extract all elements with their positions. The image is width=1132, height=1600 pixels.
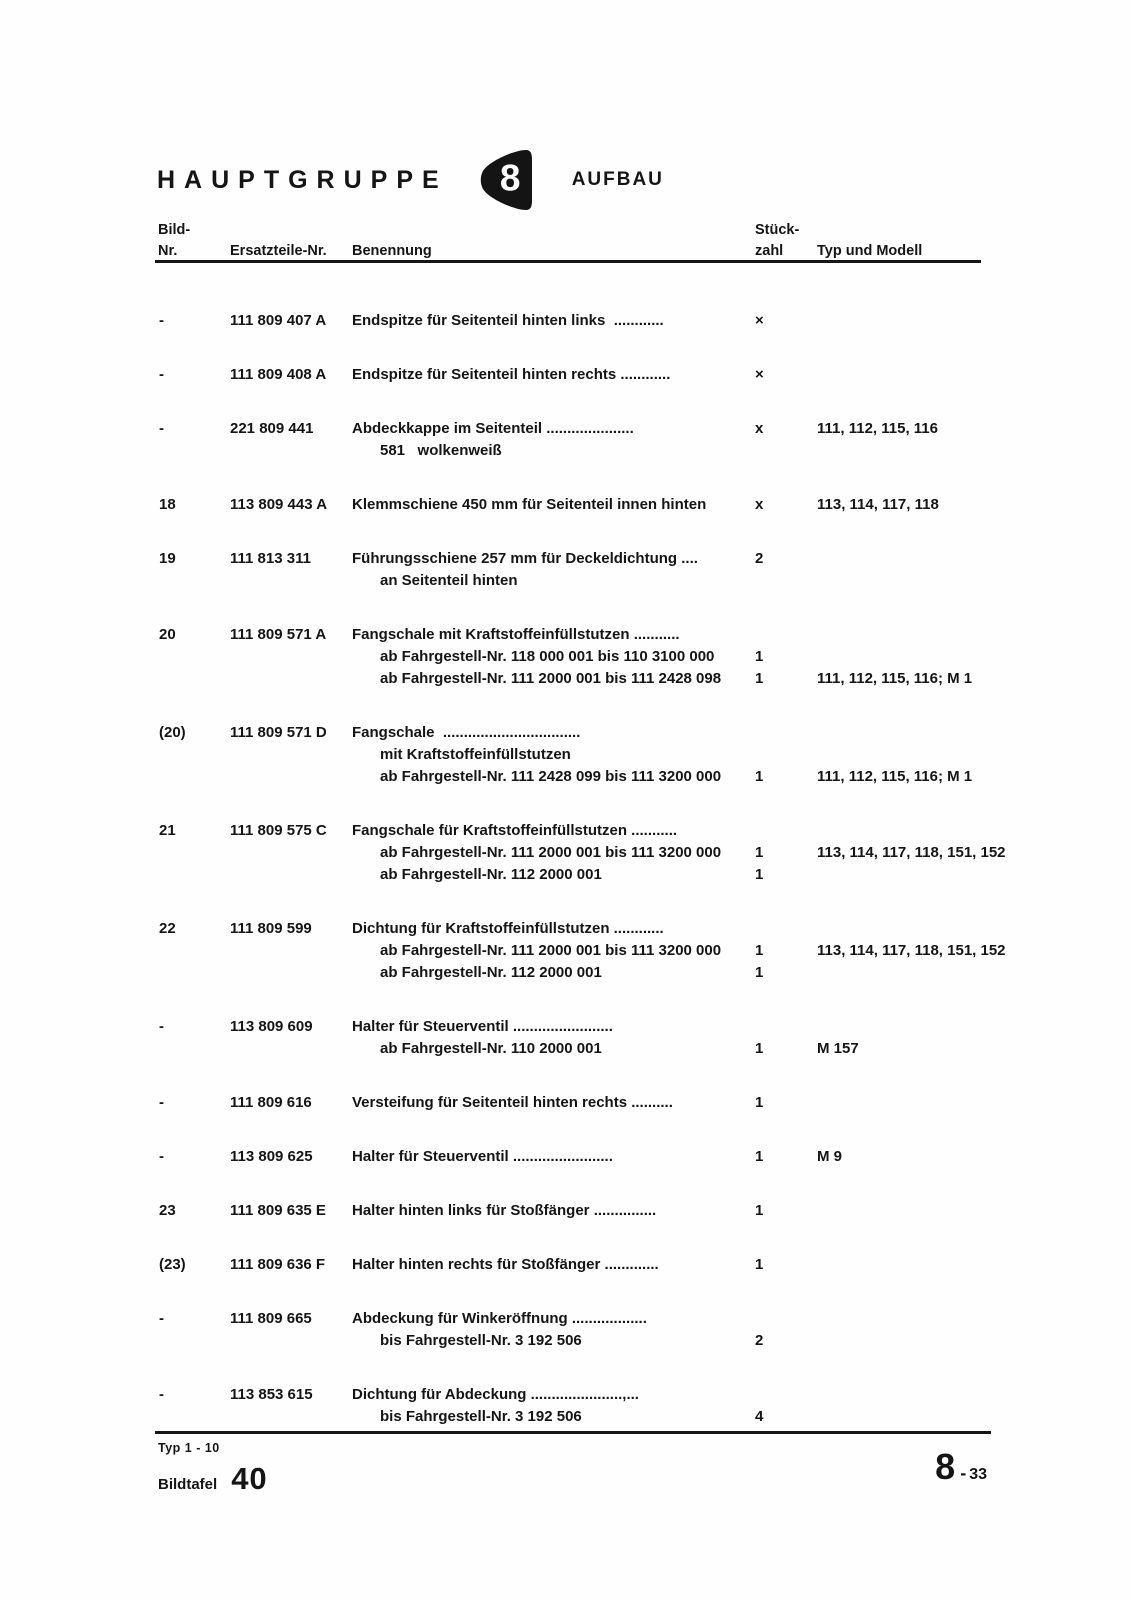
plate-label: Bildtafel (158, 1476, 218, 1493)
cell-model: 113, 114, 117, 118, 151, 152 (817, 942, 1006, 959)
table-row-line (155, 918, 983, 940)
cell-benennung: ab Fahrgestell-Nr. 110 2000 001 (380, 1040, 602, 1057)
cell-qty: 2 (755, 550, 764, 567)
cell-benennung: ab Fahrgestell-Nr. 111 2000 001 bis 111 3200 000 (380, 844, 722, 861)
table-row-line (155, 418, 983, 440)
column-header-typ-und-modell: Typ und Modell (817, 243, 923, 259)
table-row-line (155, 1406, 983, 1428)
cell-bild-nr: - (159, 1148, 164, 1165)
cell-part-number: 111 809 408 A (230, 366, 327, 383)
table-row-line (155, 646, 983, 668)
table-row-line (155, 766, 983, 788)
cell-model: 113, 114, 117, 118 (817, 496, 939, 513)
cell-benennung: Abdeckkappe im Seitenteil ..................... (352, 420, 634, 437)
page-header (157, 148, 664, 212)
cell-part-number: 111 809 571 D (230, 724, 327, 741)
cell-benennung: Dichtung für Kraftstoffeinfüllstutzen ............ (352, 920, 664, 937)
cell-qty: 1 (755, 1256, 764, 1273)
cell-part-number: 111 813 311 (230, 550, 311, 567)
cell-benennung: Dichtung für Abdeckung ......................,... (352, 1386, 639, 1403)
cell-bild-nr: (23) (159, 1256, 186, 1273)
table-row-line (155, 864, 983, 886)
cell-qty: 1 (755, 1040, 764, 1057)
table-row-line (155, 1200, 983, 1222)
cell-benennung: bis Fahrgestell-Nr. 3 192 506 (380, 1408, 582, 1425)
group-number: 8 (499, 157, 521, 199)
cell-bild-nr: 19 (159, 550, 176, 567)
cell-benennung: Klemmschiene 450 mm für Seitenteil innen hinten (352, 496, 707, 513)
table-row-line (155, 1384, 983, 1406)
cell-part-number: 111 809 636 F (230, 1256, 326, 1273)
table-row-line (155, 624, 983, 646)
cell-benennung: ab Fahrgestell-Nr. 118 000 001 bis 110 3100 000 (380, 648, 715, 665)
cell-qty: 1 (755, 866, 764, 883)
cell-qty: 1 (755, 1148, 764, 1165)
cell-bild-nr: - (159, 420, 164, 437)
footer-left (158, 1441, 268, 1497)
cell-qty: 1 (755, 942, 764, 959)
cell-benennung: Fangschale ................................. (352, 724, 581, 741)
cell-model: M 157 (817, 1040, 859, 1057)
group-number-badge (478, 148, 534, 212)
cell-qty: 1 (755, 648, 764, 665)
table-row-line (155, 364, 983, 386)
table-row-line (155, 842, 1006, 864)
cell-part-number: 111 809 407 A (230, 312, 327, 329)
parts-table-body (155, 310, 1006, 1460)
column-header-benennung: Benennung (352, 243, 432, 259)
table-row-line (155, 722, 983, 744)
page-number-minor: 33 (969, 1466, 987, 1483)
cell-part-number: 113 809 443 A (230, 496, 328, 513)
cell-benennung: ab Fahrgestell-Nr. 112 2000 001 (380, 866, 602, 883)
table-row-line (155, 1308, 983, 1330)
cell-benennung: bis Fahrgestell-Nr. 3 192 506 (380, 1332, 582, 1349)
cell-benennung: Endspitze für Seitenteil hinten rechts ............ (352, 366, 671, 383)
cell-model: 111, 112, 115, 116 (817, 420, 938, 437)
cell-part-number: 111 809 616 (230, 1094, 312, 1111)
table-row-line (155, 962, 983, 984)
cell-bild-nr: - (159, 366, 164, 383)
cell-benennung: ab Fahrgestell-Nr. 111 2000 001 bis 111 2428 098 (380, 670, 722, 687)
cell-benennung: Halter für Steuerventil ........................ (352, 1148, 613, 1165)
column-header-bild-nr (155, 220, 230, 262)
cell-qty: 1 (755, 844, 764, 861)
column-header-stueckzahl (755, 220, 817, 262)
cell-bild-nr: - (159, 1386, 164, 1403)
table-row-line (155, 310, 983, 332)
column-header-bild-line2: Nr. (158, 243, 178, 259)
table-row-line (155, 1016, 983, 1038)
cell-part-number: 113 853 615 (230, 1386, 313, 1403)
page-number-separator: - (960, 1463, 967, 1483)
table-row-line (155, 570, 983, 592)
cell-part-number: 113 809 625 (230, 1148, 313, 1165)
cell-bild-nr: - (159, 312, 164, 329)
cell-qty: 2 (755, 1332, 764, 1349)
cell-benennung: Versteifung für Seitenteil hinten rechts .......... (352, 1094, 673, 1111)
cell-part-number: 111 809 571 A (230, 626, 327, 643)
table-row-line (155, 1092, 983, 1114)
cell-benennung: Fangschale für Kraftstoffeinfüllstutzen ........... (352, 822, 678, 839)
table-row-line (155, 744, 983, 766)
table-row-line (155, 440, 983, 462)
cell-benennung: Fangschale mit Kraftstoffeinfüllstutzen ........... (352, 626, 680, 643)
type-range: Typ 1 - 10 (158, 1441, 220, 1455)
cell-bild-nr: - (159, 1310, 164, 1327)
cell-bild-nr: (20) (159, 724, 186, 741)
cell-qty: x (755, 420, 764, 437)
cell-model: M 9 (817, 1148, 843, 1165)
table-row-line (155, 668, 983, 690)
cell-benennung: Führungsschiene 257 mm für Deckeldichtung .... (352, 550, 698, 567)
cell-benennung: Endspitze für Seitenteil hinten links ............ (352, 312, 664, 329)
table-row-line (155, 820, 983, 842)
cell-bild-nr: 23 (159, 1202, 176, 1219)
table-row-line (155, 1146, 983, 1168)
cell-qty: 4 (755, 1408, 764, 1425)
cell-qty: x (755, 496, 764, 513)
cell-model: 113, 114, 117, 118, 151, 152 (817, 844, 1006, 861)
cell-qty: 1 (755, 964, 764, 981)
cell-benennung: ab Fahrgestell-Nr. 111 2428 099 bis 111 3200 000 (380, 768, 722, 785)
main-group-title: HAUPTGRUPPE (157, 165, 448, 194)
footer-rule (155, 1431, 991, 1434)
cell-part-number: 111 809 599 (230, 920, 312, 937)
cell-bild-nr: 20 (159, 626, 176, 643)
cell-qty: 1 (755, 768, 764, 785)
table-row-line (155, 494, 983, 516)
column-header-qty-line2: zahl (755, 243, 784, 259)
table-row-line (155, 1254, 983, 1276)
cell-benennung: Halter hinten rechts für Stoßfänger ............. (352, 1256, 659, 1273)
cell-benennung: Abdeckung für Winkeröffnung .................. (352, 1310, 647, 1327)
cell-benennung: Halter hinten links für Stoßfänger ............... (352, 1202, 657, 1219)
cell-qty: 1 (755, 1094, 764, 1111)
cell-part-number: 113 809 609 (230, 1018, 313, 1035)
page-number (935, 1446, 987, 1488)
cell-benennung: 581 wolkenweiß (380, 442, 502, 459)
plate-number: 40 (231, 1461, 268, 1496)
cell-qty: × (755, 312, 764, 329)
cell-qty: 1 (755, 670, 764, 687)
cell-qty: × (755, 366, 764, 383)
column-header-qty-line1: Stück- (755, 222, 800, 238)
cell-part-number: 111 809 575 C (230, 822, 327, 839)
cell-part-number: 111 809 665 (230, 1310, 312, 1327)
cell-bild-nr: - (159, 1018, 164, 1035)
plate-line (158, 1461, 268, 1497)
cell-benennung: Halter für Steuerventil ........................ (352, 1018, 613, 1035)
column-header-part-number: Ersatzteile-Nr. (230, 243, 327, 259)
cell-part-number: 111 809 635 E (230, 1202, 326, 1219)
group-name: AUFBAU (571, 169, 664, 190)
header-rule (155, 260, 981, 263)
cell-part-number: 221 809 441 (230, 420, 314, 437)
cell-benennung: ab Fahrgestell-Nr. 111 2000 001 bis 111 3200 000 (380, 942, 722, 959)
cell-bild-nr: - (159, 1094, 164, 1111)
cell-benennung: mit Kraftstoffeinfüllstutzen (380, 746, 571, 763)
cell-benennung: ab Fahrgestell-Nr. 112 2000 001 (380, 964, 602, 981)
cell-bild-nr: 18 (159, 496, 176, 513)
cell-qty: 1 (755, 1202, 764, 1219)
cell-bild-nr: 22 (159, 920, 176, 937)
cell-model: 111, 112, 115, 116; M 1 (817, 768, 973, 785)
table-row-line (155, 1038, 983, 1060)
column-header-bild-line1: Bild- (158, 222, 191, 238)
cell-bild-nr: 21 (159, 822, 176, 839)
table-row-line (155, 940, 1006, 962)
table-row-line (155, 548, 983, 570)
table-row-line (155, 1330, 983, 1352)
cell-model: 111, 112, 115, 116; M 1 (817, 670, 973, 687)
cell-benennung: an Seitenteil hinten (380, 572, 518, 589)
page-number-major: 8 (935, 1446, 956, 1487)
table-column-headers (155, 220, 983, 262)
